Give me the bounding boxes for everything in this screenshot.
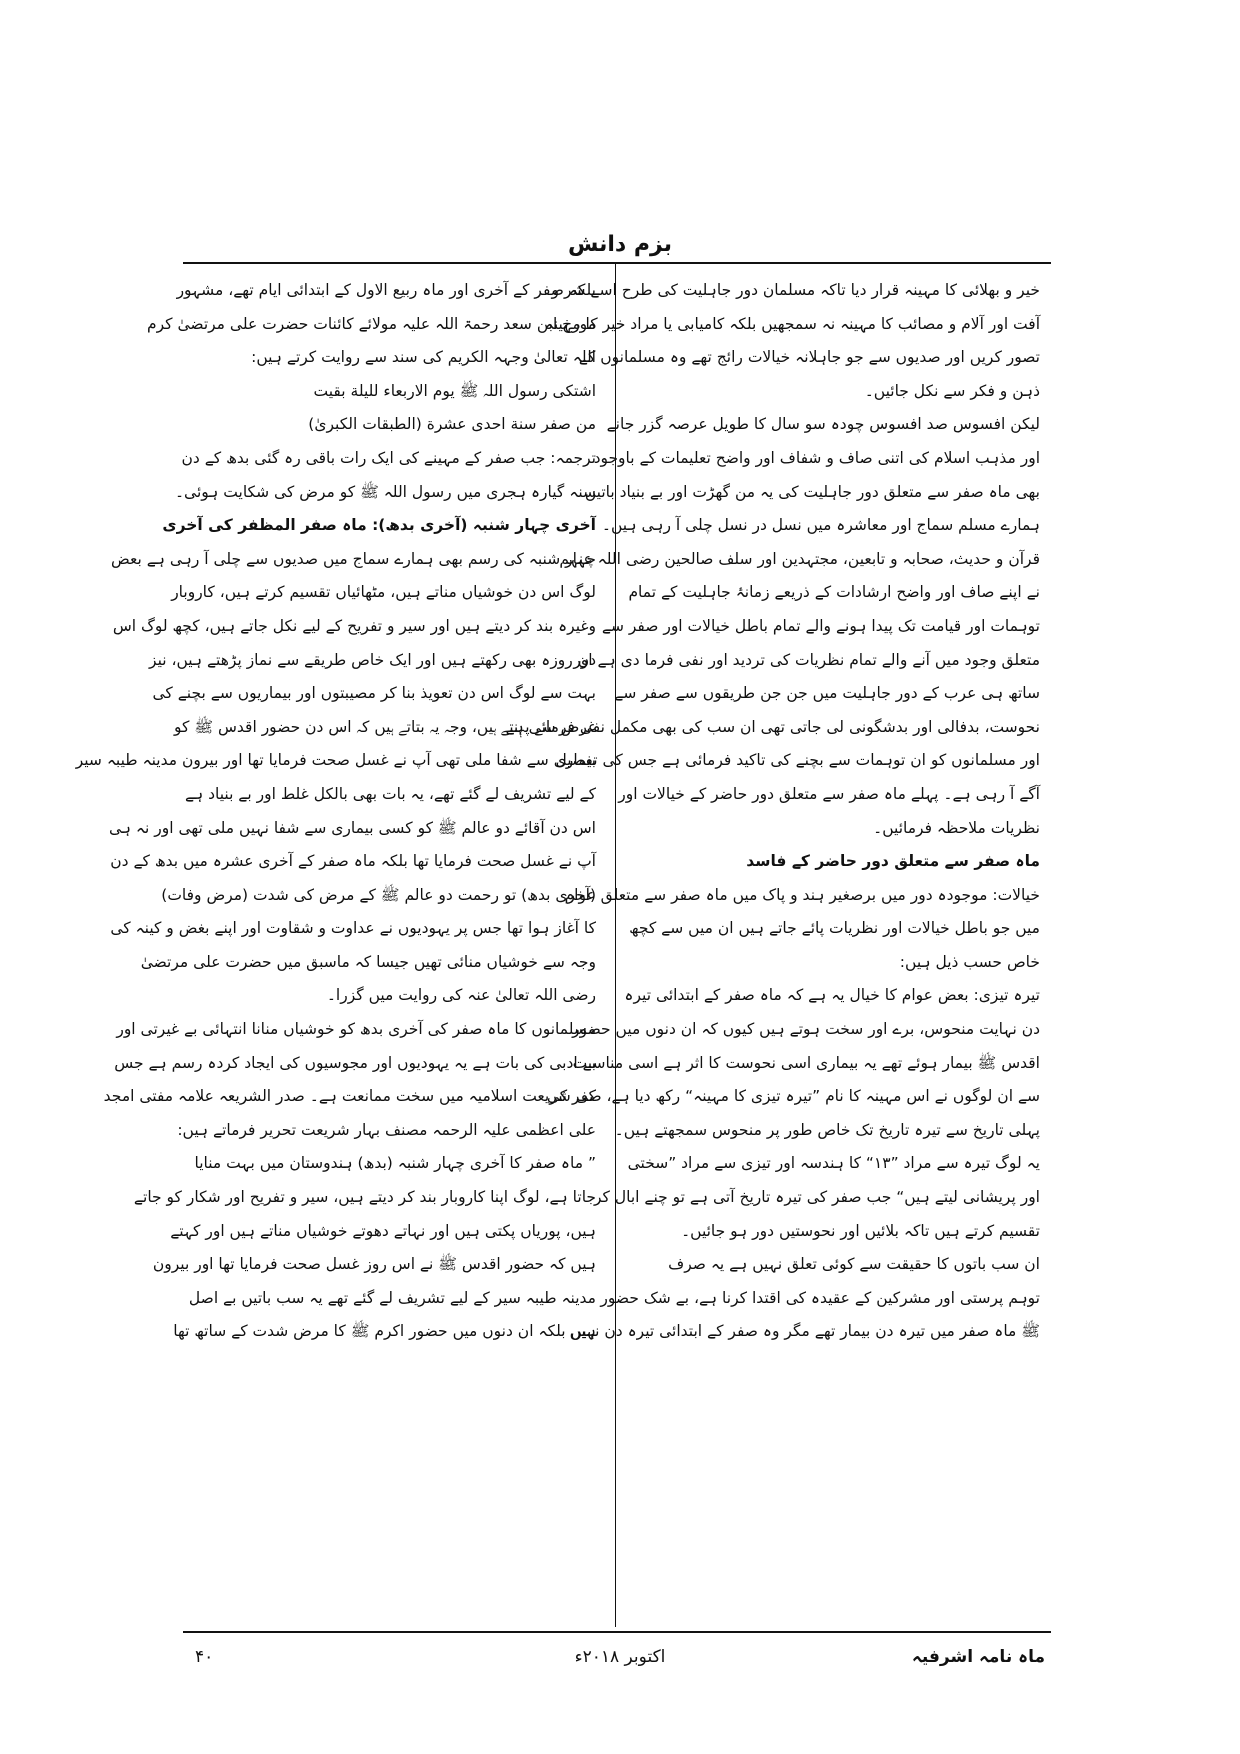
- text-line: اور پریشانی لیتے ہیں“ جب صفر کی تیرہ تاریخ آتی ہے تو چنے ابال کر: [594, 1188, 1040, 1207]
- section-title: بزم دانش: [568, 232, 672, 257]
- text-line: تیرہ تیزی: بعض عوام کا خیال یہ ہے کہ ماہ صفر کے ابتدائی تیرہ: [624, 986, 1040, 1005]
- text-line: نظریات ملاحظہ فرمائیں۔: [873, 818, 1040, 837]
- text-line: کی شریعت اسلامیہ میں سخت ممانعت ہے۔ صدر الشریعہ علامہ مفتی امجد: [103, 1087, 596, 1106]
- text-line: مدینہ طیبہ سیر کے لیے تشریف لے گئے تھے یہ سب باتیں بے اصل: [188, 1288, 596, 1307]
- text-line: ساتھ ہی عرب کے دور جاہلیت میں جن جن طریقوں سے صفر سے: [614, 684, 1040, 703]
- text-line: چہار شنبہ کی رسم بھی ہمارے سماج میں صدیوں سے چلی آ رہی ہے بعض: [111, 549, 596, 568]
- text-line: آگے آ رہی ہے۔ پہلے ماہ صفر سے متعلق دور حاضر کے خیالات اور: [618, 784, 1040, 803]
- text-line: خاص حسب ذیل ہیں:: [899, 952, 1040, 971]
- text-line: توہم پرستی اور مشرکین کے عقیدہ کی اقتدا کرنا ہے، بے شک حضور: [600, 1288, 1040, 1307]
- header-divider: [183, 262, 1051, 264]
- magazine-name: ماہ نامہ اشرفیہ: [911, 1647, 1045, 1667]
- text-line: میں جو باطل خیالات اور نظریات پائے جاتے ہیں ان میں سے کچھ: [629, 919, 1040, 938]
- text-line: اللہ تعالیٰ وجہہ الکریم کی سند سے روایت کرتے ہیں:: [251, 348, 596, 367]
- text-line: لوگ اس دن خوشیاں مناتے ہیں، مٹھائیاں تقسیم کرتے ہیں، کاروبار: [171, 583, 596, 602]
- text-line: کے لیے تشریف لے گئے تھے، یہ بات بھی بالکل غلط اور بے بنیاد ہے: [185, 784, 596, 803]
- footer-divider: [183, 1631, 1051, 1633]
- text-line: بیماری سے شفا ملی تھی آپ نے غسل صحت فرمایا تھا اور بیرون مدینہ طیبہ سیر: [75, 751, 596, 770]
- text-line: خیر و بھلائی کا مہینہ قرار دیا تاکہ مسلمان دور جاہلیت کی طرح اسے شر و: [551, 281, 1040, 299]
- text-line: توہمات اور قیامت تک پیدا ہونے والے تمام باطل خیالات اور صفر سے: [601, 616, 1040, 635]
- text-line: بہت سے لوگ اس دن تعویذ بنا کر مصیبتوں اور بیماریوں سے بچنے کی: [152, 684, 596, 703]
- text-line: علی اعظمی علیہ الرحمہ مصنف بہار شریعت تحریر فرماتے ہیں:: [177, 1120, 596, 1139]
- text-line: دن روزہ بھی رکھتے ہیں اور ایک خاص طریقے سے نماز پڑھتے ہیں، نیز: [149, 650, 596, 669]
- text-line: متعلق وجود میں آنے والے تمام نظریات کی تردید اور نفی فرما دی ہے اور: [573, 650, 1040, 669]
- text-line: پہلی تاریخ سے تیرہ تاریخ تک خاص طور پر منحوس سمجھتے ہیں۔: [614, 1120, 1040, 1139]
- issue-date: اکتوبر ۲۰۱۸ء: [574, 1647, 666, 1667]
- text-line: ہمارے مسلم سماج اور معاشرہ میں نسل در نسل چلی آ رہی ہیں۔: [601, 516, 1040, 535]
- text-line: ترجمہ: جب صفر کے مہینے کی ایک رات باقی رہ گئی بدھ کے دن: [181, 448, 596, 467]
- text-line: من صفر سنة احدی عشرة (الطبقات الکبریٰ): [308, 415, 596, 434]
- text-line: دن نہایت منحوس، برے اور سخت ہوتے ہیں کیوں کہ ان دنوں میں حضور: [572, 1020, 1040, 1039]
- text-line: خیالات: موجودہ دور میں برصغیر ہند و پاک میں ماہ صفر سے متعلق عوام: [564, 885, 1040, 904]
- section-heading: ماہ صفر سے متعلق دور حاضر کے فاسد: [746, 852, 1040, 871]
- text-line: بلکہ صفر کے آخری اور ماہ ربیع الاول کے ابتدائی ایام تھے، مشہور: [176, 281, 596, 299]
- text-line: جاتا ہے، لوگ اپنا کاروبار بند کر دیتے ہیں، سیر و تفریح اور شکار کو جاتے: [133, 1188, 596, 1207]
- text-line: ہیں بلکہ ان دنوں میں حضور اکرم ﷺ کا مرض شدت کے ساتھ تھا: [173, 1322, 596, 1341]
- page-number: ۴۰: [195, 1647, 214, 1667]
- text-line: اقدس ﷺ بیمار ہوئے تھے یہ بیماری اسی نحوست کا اثر ہے اسی مناسبت: [572, 1053, 1040, 1072]
- text-line: ہیں کہ حضور اقدس ﷺ نے اس روز غسل صحت فرمایا تھا اور بیرون: [152, 1255, 596, 1274]
- text-line: بھی ماہ صفر سے متعلق دور جاہلیت کی یہ من گھڑت اور بے بنیاد باتیں: [584, 482, 1040, 501]
- text-line: اور مسلمانوں کو ان توہمات سے بچنے کی تاکید فرمائی ہے جس کی تفصیل: [555, 751, 1040, 770]
- text-line: قرآن و حدیث، صحابہ و تابعین، مجتہدین اور سلف صالحین رضی اللہ عنہم: [559, 549, 1040, 568]
- text-line: ہیں، پوریاں پکتی ہیں اور نہاتے دھوتے خوشیاں مناتے ہیں اور کہتے: [170, 1221, 596, 1240]
- text-line: تقسیم کرتے ہیں تاکہ بلائیں اور نحوستیں دور ہو جائیں۔: [681, 1221, 1040, 1240]
- text-line: ” ماہ صفر کا آخری چہار شنبہ (بدھ) ہندوستان میں بہت منایا: [194, 1154, 596, 1173]
- text-line: وغیرہ بند کر دیتے ہیں اور سیر و تفریح کے لیے نکل جاتے ہیں، کچھ لوگ اس: [112, 616, 596, 635]
- text-line: آپ نے غسل صحت فرمایا تھا بلکہ ماہ صفر کے آخری عشرہ میں بدھ کے دن: [110, 852, 596, 871]
- text-line: ذہن و فکر سے نکل جائیں۔: [864, 381, 1040, 400]
- left-column: [75, 274, 596, 1349]
- text-line: سے ان لوگوں نے اس مہینہ کا نام ”تیرہ تیزی کا مہینہ“ رکھ دیا ہے، صفر کی: [546, 1087, 1040, 1106]
- text-line: مورخ ابن سعد رحمۃ اللہ علیہ مولائے کائنات حضرت علی مرتضیٰ کرم: [147, 314, 596, 333]
- text-line: کا آغاز ہوا تھا جس پر یہودیوں نے عداوت و شقاوت اور اپنے بغض و کینہ کی: [110, 919, 596, 938]
- text-line: وجہ سے خوشیاں منائی تھیں جیسا کہ ماسبق میں حضرت علی مرتضیٰ: [140, 952, 596, 971]
- text-line: (آخری بدھ) تو رحمت دو عالم ﷺ کے مرض کی شدت (مرض وفات): [161, 885, 596, 904]
- text-line: سنہ گیارہ ہجری میں رسول اللہ ﷺ کو مرض کی شکایت ہوئی۔: [174, 482, 596, 501]
- right-column: [505, 274, 1040, 1349]
- text-line: مسلمانوں کا ماہ صفر کی آخری بدھ کو خوشیاں منانا انتہائی بے غیرتی اور: [116, 1020, 596, 1039]
- text-line: اشتکی رسول اللہ ﷺ یوم الاربعاء للیلة بقیت: [313, 381, 596, 400]
- text-line: ﷺ ماہ صفر میں تیرہ دن بیمار تھے مگر وہ صفر کے ابتدائی تیرہ دن نہیں: [569, 1322, 1040, 1341]
- section-heading: آخری چہار شنبہ (آخری بدھ): ماہ صفر المظفر کی آخری: [162, 516, 596, 535]
- text-line: غرض سے پہنتے ہیں، وجہ یہ بتاتے ہیں کہ اس دن حضور اقدس ﷺ کو: [174, 717, 596, 736]
- text-line: بے ادبی کی بات ہے یہ یہودیوں اور مجوسیوں کی ایجاد کردہ رسم ہے جس: [114, 1053, 596, 1072]
- text-line: اس دن آقائے دو عالم ﷺ کو کسی بیماری سے شفا نہیں ملی تھی اور نہ ہی: [108, 818, 596, 837]
- text-line: لیکن افسوس صد افسوس چودہ سو سال کا طویل عرصہ گزر جانے: [606, 415, 1040, 434]
- text-line: رضی اللہ تعالیٰ عنہ کی روایت میں گزرا۔: [326, 986, 596, 1005]
- text-line: نحوست، بدفالی اور بدشگونی لی جاتی تھی ان سب کی بھی مکمل نفی فرمائی ہے: [505, 717, 1040, 736]
- text-line: ان سب باتوں کا حقیقت سے کوئی تعلق نہیں ہے یہ صرف: [668, 1255, 1040, 1274]
- text-line: یہ لوگ تیرہ سے مراد ”۱۳“ کا ہندسہ اور تیزی سے مراد ”سختی: [627, 1154, 1040, 1173]
- text-line: آفت اور آلام و مصائب کا مہینہ نہ سمجھیں بلکہ کامیابی یا مراد خیر کا مہینہ: [544, 314, 1040, 333]
- text-line: تصور کریں اور صدیوں سے جو جاہلانہ خیالات رائج تھے وہ مسلمانوں کے: [578, 348, 1040, 367]
- text-line: اور مذہب اسلام کی اتنی صاف و شفاف اور واضح تعلیمات کے باوجود: [593, 448, 1040, 467]
- text-line: نے اپنے صاف اور واضح ارشادات کے ذریعے زمانۂ جاہلیت کے تمام: [628, 583, 1040, 602]
